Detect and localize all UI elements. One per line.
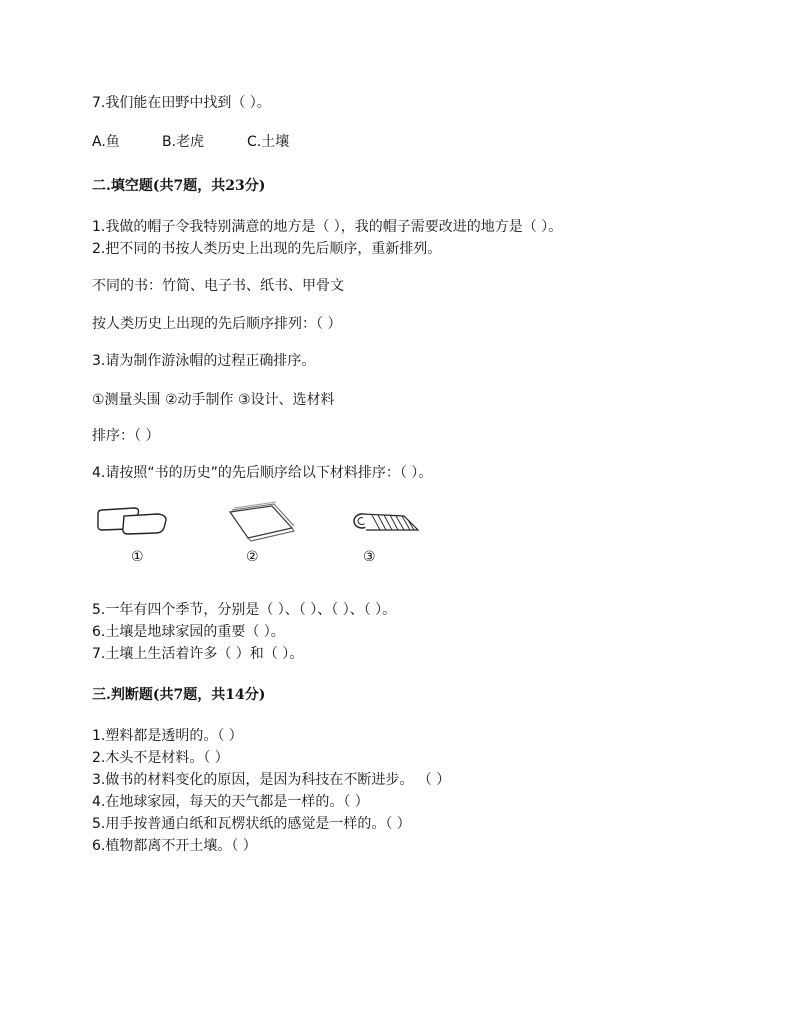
fill-question-3-steps: ①测量头围 ②动手制作 ③设计、选材料 [92, 392, 335, 408]
question-text: 7.我们能在田野中找到（ ）。 [92, 95, 271, 111]
section-heading-fill-blank: 二.填空题(共7题，共23分) [92, 178, 266, 194]
fill-question-6: 6.土壤是地球家园的重要（ ）。 [92, 624, 285, 640]
fill-question-2-books: 不同的书：竹简、电子书、纸书、甲骨文 [92, 278, 344, 294]
list-item: 1.塑料都是透明的。（ ） [92, 728, 243, 744]
figure-label-1: ① [131, 549, 144, 565]
fill-question-1: 1.我做的帽子令我特别满意的地方是（ ），我的帽子需要改进的地方是（ ）。 [92, 219, 563, 235]
bamboo-scroll-icon [352, 508, 422, 538]
list-item: 5.用手按普通白纸和瓦楞状纸的感觉是一样的。（ ） [92, 816, 411, 832]
fill-question-3-order: 排序：（ ） [92, 428, 160, 444]
fill-question-2-order: 按人类历史上出现的先后顺序排列：（ ） [92, 316, 342, 332]
clay-tablets-icon [94, 502, 172, 538]
section-heading-true-false: 三.判断题(共7题，共14分) [92, 687, 266, 703]
fill-question-3: 3.请为制作游泳帽的过程正确排序。 [92, 353, 316, 369]
fill-question-2: 2.把不同的书按人类历史上出现的先后顺序，重新排列。 [92, 241, 442, 257]
option-b: B.老虎 [162, 134, 205, 150]
list-item: 6.植物都离不开土壤。（ ） [92, 838, 257, 854]
fill-question-5: 5.一年有四个季节，分别是（ ）、（ ）、（ ）、（ ）。 [92, 602, 397, 618]
list-item: 2.木头不是材料。（ ） [92, 750, 229, 766]
figure-label-3: ③ [363, 549, 376, 565]
list-item: 3.做书的材料变化的原因，是因为科技在不断进步。 （ ） [92, 772, 451, 788]
fill-question-7: 7.土壤上生活着许多（ ）和（ ）。 [92, 646, 304, 662]
list-item: 4.在地球家园，每天的天气都是一样的。（ ） [92, 794, 369, 810]
paper-sheets-icon [226, 500, 298, 544]
figure-label-2: ② [246, 549, 259, 565]
option-a: A.鱼 [92, 134, 120, 150]
option-c: C.土壤 [247, 134, 290, 150]
fill-question-4: 4.请按照“书的历史”的先后顺序给以下材料排序：（ ）。 [92, 465, 433, 481]
